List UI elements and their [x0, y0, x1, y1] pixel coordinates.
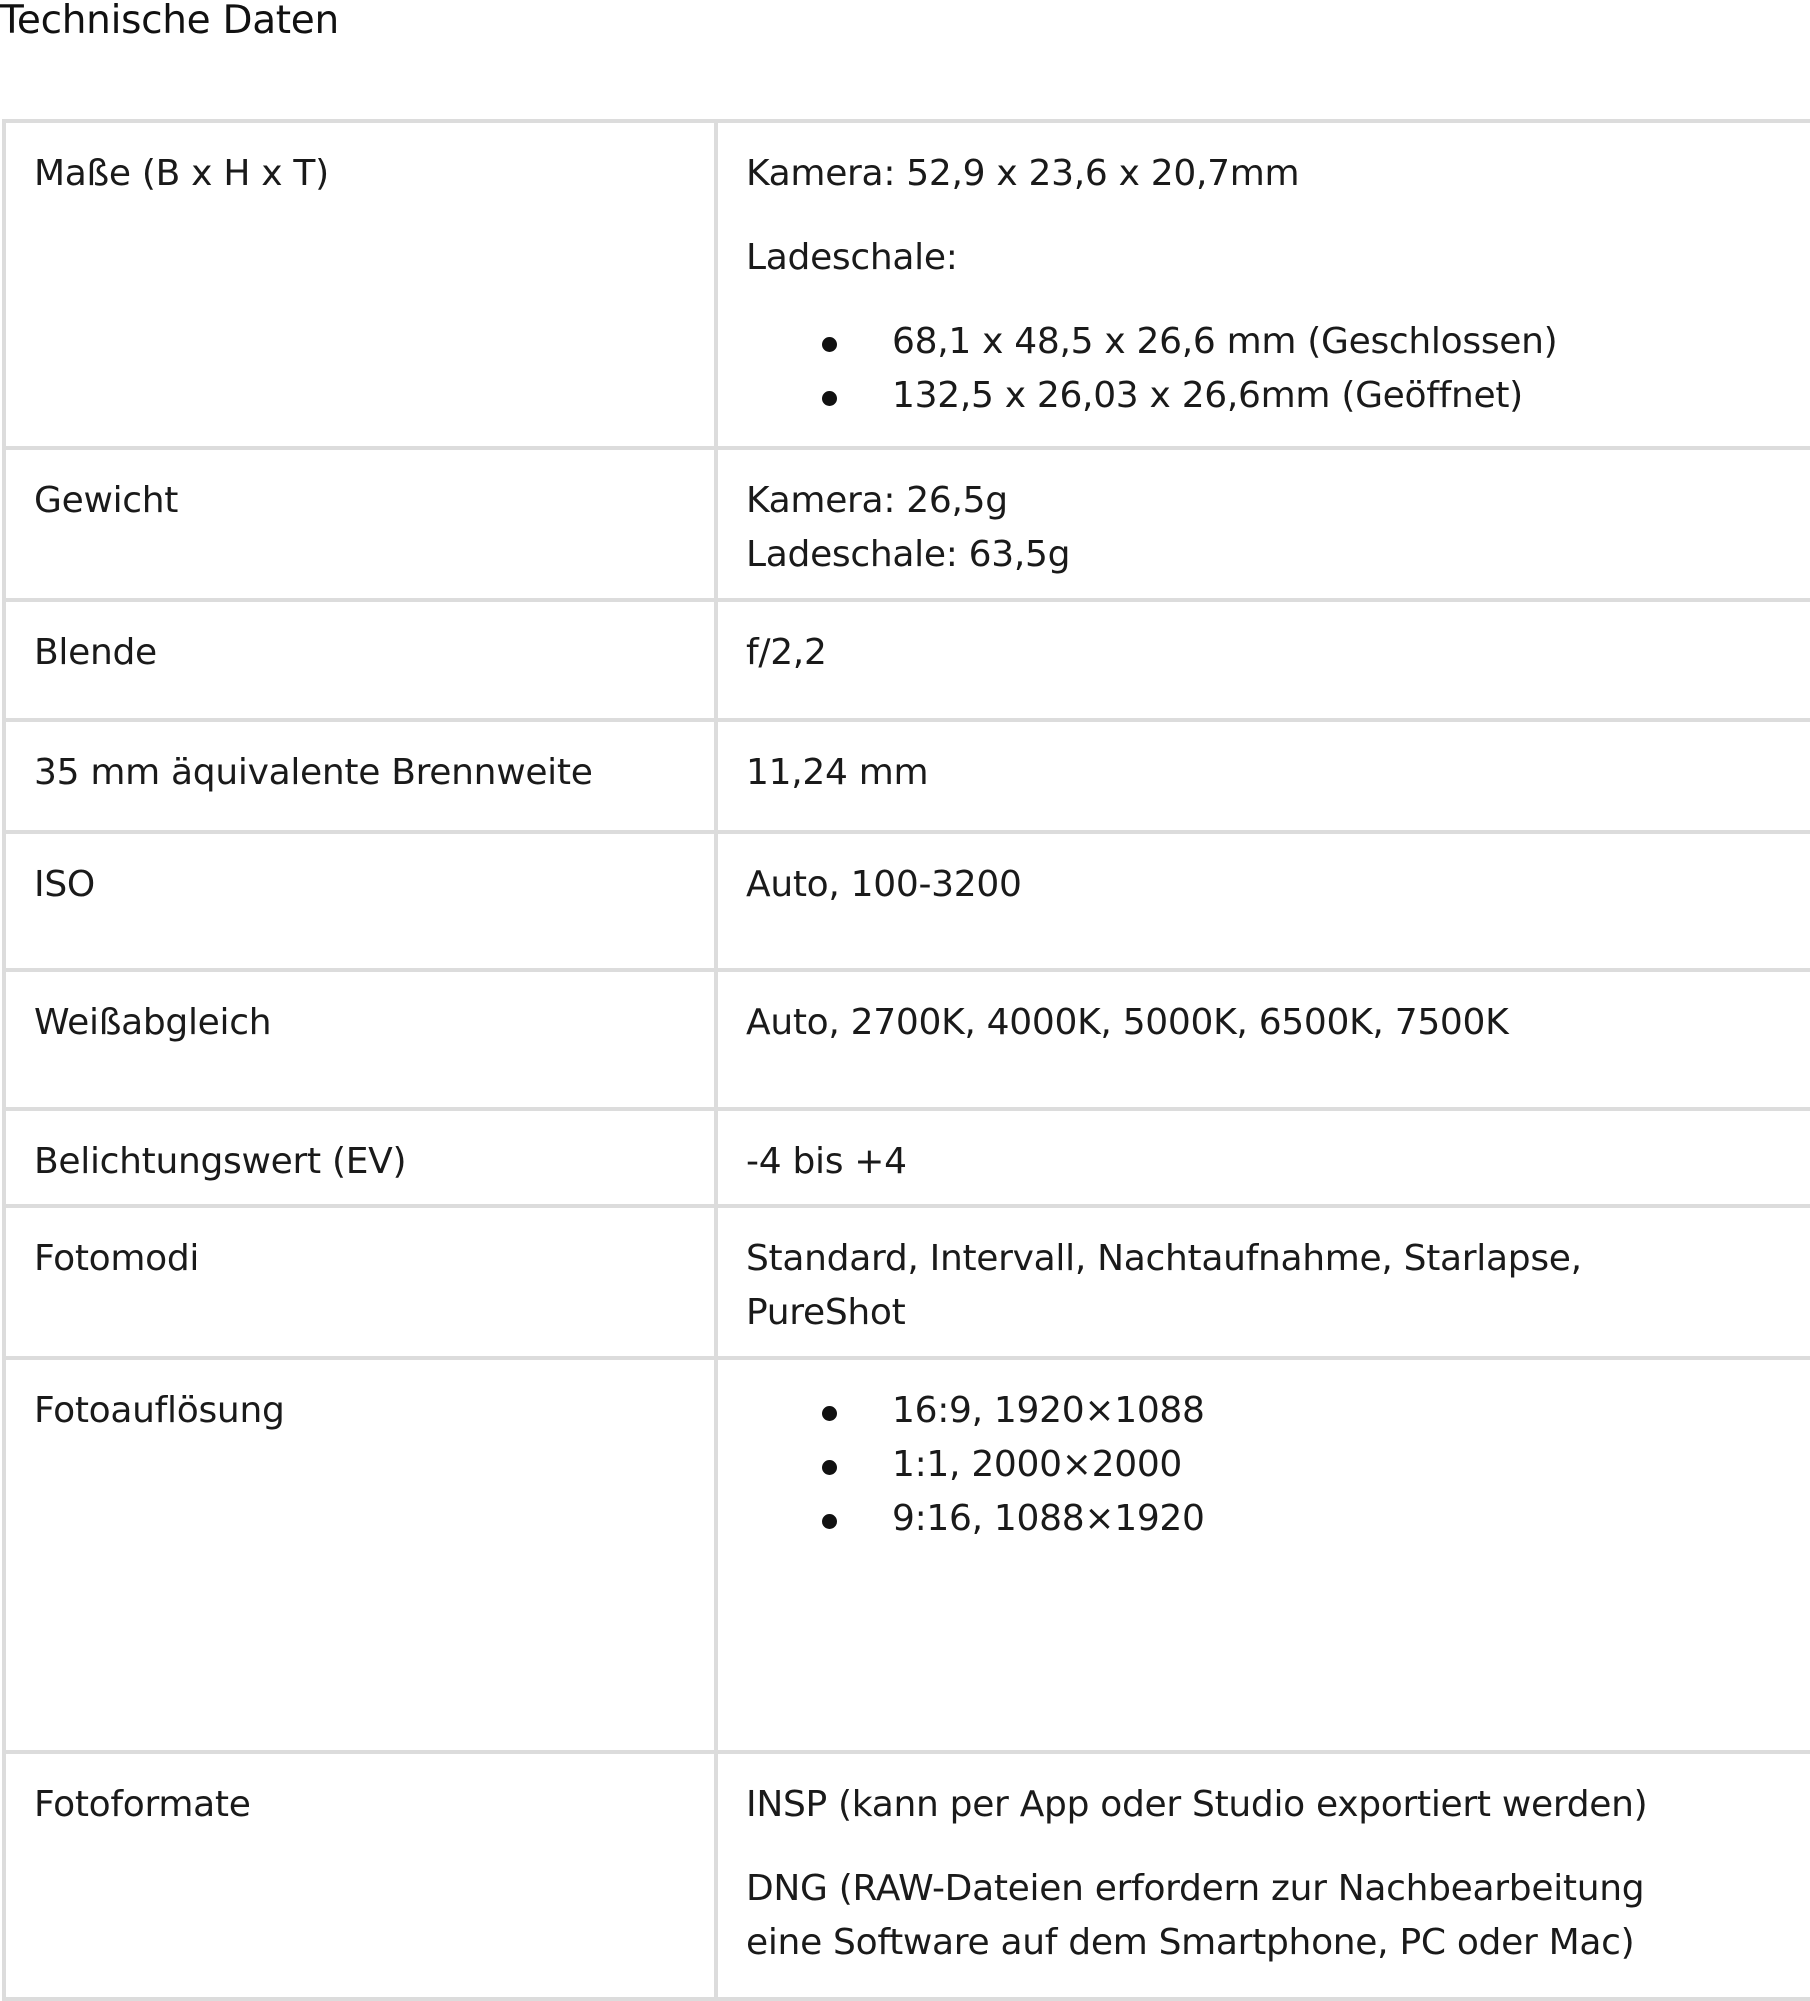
spec-value-line: INSP (kann per App oder Studio exportiert werden): [746, 1784, 1648, 1825]
spec-row-weissabgleich: [4, 970, 1810, 1109]
spec-label: Gewicht: [4, 448, 716, 600]
spec-value-line: eine Software auf dem Smartphone, PC oder Mac): [746, 1922, 1635, 1963]
spec-label: ISO: [4, 832, 716, 970]
spec-value: 11,24 mm: [716, 720, 1810, 832]
spec-label: Belichtungswert (EV): [4, 1109, 716, 1206]
spec-value: [716, 1752, 1810, 1999]
spec-label: Weißabgleich: [4, 970, 716, 1109]
spec-value-line: Ladeschale: 63,5g: [746, 534, 1071, 575]
spec-value: [716, 448, 1810, 600]
spec-value-line: Ladeschale:: [746, 237, 958, 278]
spec-value: f/2,2: [716, 600, 1810, 720]
list-item: 1:1, 2000×2000: [820, 1438, 1782, 1492]
list-item: 132,5 x 26,03 x 26,6mm (Geöffnet): [820, 369, 1782, 423]
spec-table: [2, 119, 1810, 2001]
spec-value: Auto, 100-3200: [716, 832, 1810, 970]
bullet-list: [746, 1384, 1782, 1546]
spec-value-line: Kamera: 26,5g: [746, 480, 1008, 521]
spec-row-brennweite: [4, 720, 1810, 832]
spec-row-gewicht: [4, 448, 1810, 600]
spec-value: [716, 1206, 1810, 1358]
spec-row-masse: [4, 121, 1810, 448]
spec-value-paragraph: [746, 1862, 1782, 1970]
spec-label: Maße (B x H x T): [4, 121, 716, 448]
spec-label: 35 mm äquivalente Brennweite: [4, 720, 716, 832]
list-item: 9:16, 1088×1920: [820, 1492, 1782, 1546]
spec-row-fotoformate: [4, 1752, 1810, 1999]
spec-value-line: Kamera: 52,9 x 23,6 x 20,7mm: [746, 153, 1300, 194]
spec-label: Fotoformate: [4, 1752, 716, 1999]
spec-row-iso: [4, 832, 1810, 970]
list-item: 16:9, 1920×1088: [820, 1384, 1782, 1438]
page-title: Technische Daten: [0, 0, 339, 43]
bullet-list: [746, 315, 1782, 423]
spec-label: Fotomodi: [4, 1206, 716, 1358]
spec-row-blende: [4, 600, 1810, 720]
spec-value: [716, 121, 1810, 448]
spec-label: Fotoauflösung: [4, 1358, 716, 1752]
spec-value-line: PureShot: [746, 1292, 906, 1333]
spec-value: Auto, 2700K, 4000K, 5000K, 6500K, 7500K: [716, 970, 1810, 1109]
spec-row-fotoaufloesung: [4, 1358, 1810, 1752]
spec-label: Blende: [4, 600, 716, 720]
spec-value-line: DNG (RAW-Dateien erfordern zur Nachbearbeitung: [746, 1868, 1645, 1909]
spec-row-fotomodi: [4, 1206, 1810, 1358]
spec-value: -4 bis +4: [716, 1109, 1810, 1206]
list-item: 68,1 x 48,5 x 26,6 mm (Geschlossen): [820, 315, 1782, 369]
spec-value: [716, 1358, 1810, 1752]
spec-row-belichtungswert: [4, 1109, 1810, 1206]
spec-value-line: Standard, Intervall, Nachtaufnahme, Starlapse,: [746, 1238, 1582, 1279]
